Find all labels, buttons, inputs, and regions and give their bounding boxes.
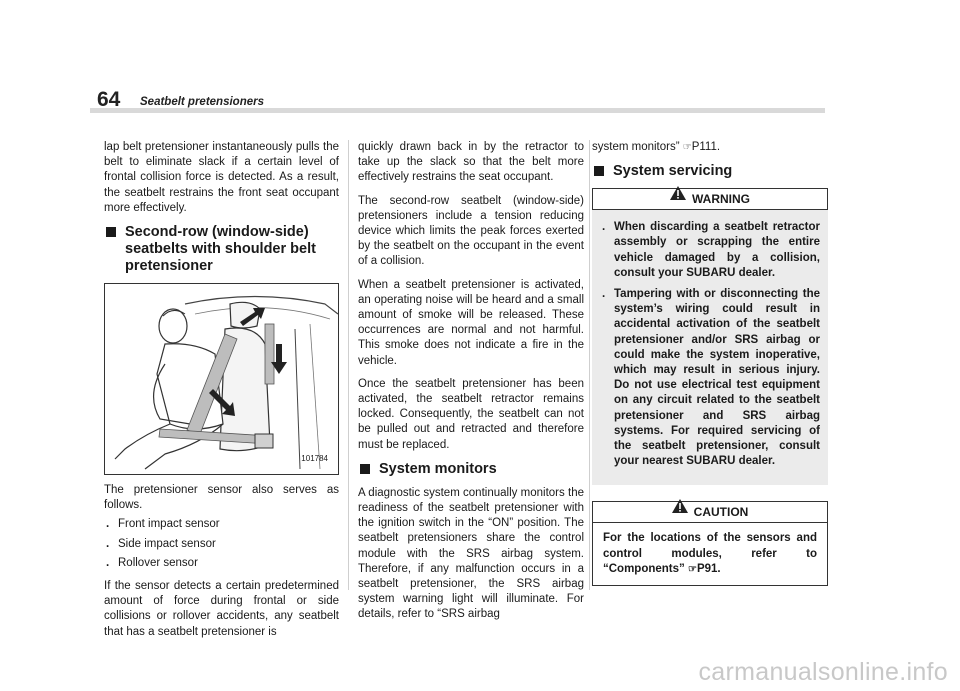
paragraph: A diagnostic system continually monitors the readiness of the seatbelt pretensioner with the ignition switch in the “ON” position. The seatbelt pretensioners share the control module with the SRS airbag system. Therefore, if any malfunction occurs in a seatbelt pretensioner, the SRS airbag system warning light will illuminate. For details, refer to “SRS airbag bbox=[358, 486, 584, 621]
paragraph: When a seatbelt pretensioner is activated, an operating noise will be heard and a small amount of smoke will be released. These occurrences are normal and not harmful. This smoke does not indicate a fire in the vehicle. bbox=[358, 278, 584, 367]
page-title: Seatbelt pretensioners bbox=[140, 96, 264, 108]
warning-item: . Tampering with or disconnecting the system’s wiring could result in accidental activation of the seatbelt pretensioner and/or SRS airbag or could make the system inoperative, which may result in serious injury. Do not use electrical test equipment on any circuit related to the seatbelt pretensioner and SRS airbag systems. For required servicing of the seatbelt pretensioner, consult your nearest SUBARU dealer. bbox=[602, 288, 820, 468]
square-bullet-icon bbox=[360, 464, 370, 474]
page-reference-icon: ☞ bbox=[682, 142, 692, 153]
caution-triangle-icon bbox=[672, 499, 688, 513]
figure-id: 101784 bbox=[301, 453, 328, 463]
caution-label: CAUTION bbox=[693, 504, 749, 519]
column-2 bbox=[358, 140, 584, 631]
column-divider bbox=[589, 140, 590, 590]
continued-text: system monitors” ☞P111. bbox=[592, 141, 721, 153]
section-heading-system-monitors bbox=[358, 461, 584, 478]
closing-paragraph: If the sensor detects a certain predetermined amount of force during frontal or side collisions or rollover accidents, any seatbelt that has a seatbelt pretensioner is bbox=[104, 580, 339, 638]
paragraph: The second-row seatbelt (window-side) pretensioners include a tension reducing device which limits the peak forces exerted by the seatbelt on the occupant in the event of a collision. bbox=[358, 194, 584, 268]
square-bullet-icon bbox=[594, 166, 604, 176]
intro-paragraph: lap belt pretensioner instantaneously pulls the belt to eliminate slack if a certain level of frontal collision force is detected. As a result, the seatbelt restrains the front seat occupant more effectively. bbox=[104, 141, 339, 214]
section-heading-text: System monitors bbox=[379, 460, 497, 477]
column-divider bbox=[348, 140, 349, 590]
page-number: 64 bbox=[97, 88, 121, 111]
list-item: . Side impact sensor bbox=[106, 537, 216, 550]
section-heading-system-servicing bbox=[592, 163, 828, 180]
seatbelt-diagram-svg bbox=[105, 284, 338, 474]
list-item: . Front impact sensor bbox=[106, 518, 220, 531]
seatbelt-illustration bbox=[104, 283, 339, 475]
warning-triangle-icon bbox=[670, 186, 686, 200]
warning-header bbox=[592, 188, 828, 210]
warning-box bbox=[592, 210, 828, 485]
sensor-intro: The pretensioner sensor also serves as follows. bbox=[104, 484, 339, 512]
paragraph: Once the seatbelt pretensioner has been activated, the seatbelt retractor remains locked. Consequently, the seatbelt can not be pulled out and retracted and therefore must be replaced. bbox=[358, 377, 584, 451]
watermark: carmanualsonline.info bbox=[698, 658, 948, 686]
column-3 bbox=[592, 140, 828, 586]
section-heading-text: Second-row (window-side) seatbelts with shoulder belt pretensioner bbox=[125, 224, 316, 275]
section-heading-second-row bbox=[104, 224, 339, 275]
square-bullet-icon bbox=[106, 227, 116, 237]
list-item: . Rollover sensor bbox=[106, 556, 198, 569]
page-reference-icon: ☞ bbox=[687, 563, 697, 575]
column-1 bbox=[104, 140, 339, 648]
caution-box: For the locations of the sensors and control modules, refer to “Components” ☞P91. bbox=[592, 523, 828, 586]
header-rule bbox=[90, 108, 825, 113]
caution-header bbox=[592, 501, 828, 523]
warning-item: . When discarding a seatbelt retractor assembly or scrapping the entire vehicle damaged by a collision, consult your SUBARU dealer. bbox=[602, 221, 820, 279]
paragraph: quickly drawn back in by the retractor to take up the slack so that the belt more effectively restrains the seat occupant. bbox=[358, 141, 584, 184]
section-heading-text: System servicing bbox=[613, 163, 733, 180]
warning-label: WARNING bbox=[692, 191, 750, 206]
